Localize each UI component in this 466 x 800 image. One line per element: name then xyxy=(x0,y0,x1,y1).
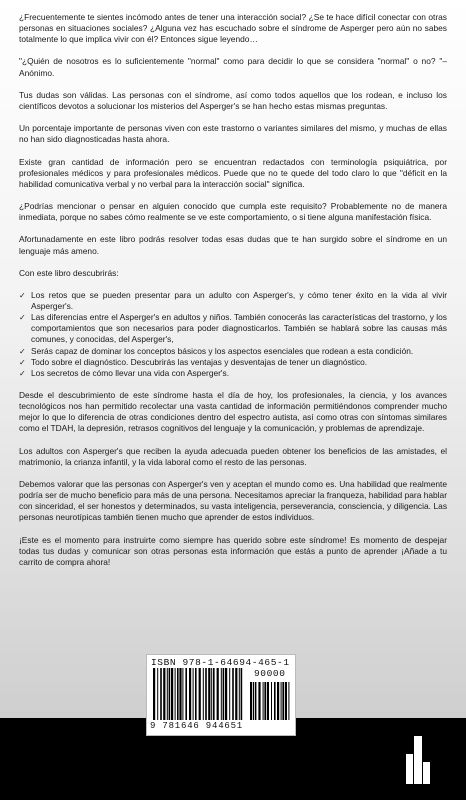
intro-paragraph-4: Existe gran cantidad de información pero se encuentran redactados con terminología psiquiátrica, por profesionales médicos y para profesionales médicos. Puede que no te quede del todo claro lo que "déficit en la habilidad comunicativa verbal y no verbal para la interacción social" significa. xyxy=(19,156,447,189)
intro-paragraph-6: Afortunadamente en este libro podrás resolver todas esas dudas que te han surgido sobre el síndrome en un lenguaje más ameno. xyxy=(19,234,447,256)
barcode-digits: 9 781646 944651 xyxy=(150,721,244,731)
outro-paragraph-3: Debemos valorar que las personas con Asperger's ven y aceptan el mundo como es. Una habilidad que realmente podría ser de mucho beneficio para más de una persona. Necesitamos apreciar la franqueza, habilidad para hablar con sinceridad, el ser honestos y determinados, su vasta inteligencia, perseverancia, consciencia, y diligencia. Las personas neurotípicas también tienen mucho que aprender de estos individuos. xyxy=(19,478,447,523)
intro-paragraph-3: Un porcentaje importante de personas viven con este trastorno o variantes similares del mismo, y muchas de ellas no han sido diagnosticadas hasta ahora. xyxy=(19,123,447,145)
barcode-addon-number: 90000 xyxy=(254,668,286,679)
outro-paragraph-4: ¡Este es el momento para instruirte como siempre has querido sobre este síndrome! Es momento de despejar todas tus dudas y comunicar son otras personas esta información que estás a punto de aprender ¡Añade a tu carrito de compra ahora! xyxy=(19,534,447,567)
list-item: ✓ Los secretos de cómo llevar una vida con Asperger's. xyxy=(31,368,447,379)
outro-paragraph-1: Desde el descubrimiento de este síndrome hasta el día de hoy, los profesionales, la ciencia, y los avances tecnológicos nos han permitido recolectar una vasta cantidad de información permitiéndonos comprender mucho mejor lo que lo diferencia de otras condiciones dentro del espectro autista, así como otras con síntomas similares como el TDAH, la depresión, retrasos cognitivos del lenguaje y la comunicación, y problemas de aprendizaje. xyxy=(19,390,447,434)
list-item: ✓ Las diferencias entre el Asperger's en adultos y niños. También conocerás las características del trastorno, y los comportamientos que son necesarios para poder diagnosticarlos. También se hablará sobre las causas más comunes, y conocidas, del Asperger's, xyxy=(31,312,447,345)
barcode-addon-bars xyxy=(250,682,290,720)
list-intro: Con este libro descubrirás: xyxy=(19,267,119,278)
intro-paragraph-5: ¿Podrías mencionar o pensar en alguien conocido que cumpla este requisito? Probablemente no de manera inmediata, porque no sabes cómo realmente se ve este comportamiento, o si tiene alguna manifestación física. xyxy=(19,201,447,223)
list-item: ✓ Los retos que se pueden presentar para un adulto con Asperger's, y cómo tener éxito en la vida al vivir Asperger's. xyxy=(31,290,447,312)
quote-paragraph: "¿Quién de nosotros es lo suficientemente "normal" como para decidir lo que se considera "normal" o no? "– Anónimo. xyxy=(19,56,447,78)
isbn-barcode xyxy=(146,654,296,736)
publisher-logo-icon xyxy=(405,734,431,786)
outro-paragraph-2: Los adultos con Asperger's que reciben la ayuda adecuada pueden obtener los beneficios de las amistades, el matrimonio, la crianza infantil, y la vida laboral como el resto de las personas. xyxy=(19,445,447,467)
list-item: ✓ Serás capaz de dominar los conceptos básicos y los aspectos esenciales que rodean a esta condición. xyxy=(31,346,447,357)
barcode-bars xyxy=(153,668,245,720)
intro-paragraph-1: ¿Frecuentemente te sientes incómodo antes de tener una interacción social? ¿Se te hace difícil conectar con otras personas en situaciones sociales? ¿Alguna vez has escuchado sobre el síndrome de Asperger pero aún no sabes totalmente lo que implica vivir con él? Entonces sigue leyendo… xyxy=(19,12,447,45)
intro-paragraph-2: Tus dudas son válidas. Las personas con el síndrome, así como todos aquellos que los rodean, e incluso los científicos devotos a solucionar los misterios del Asperger's se han hecho estas mismas preguntas. xyxy=(19,89,447,111)
isbn-number: ISBN 978-1-64694-465-1 xyxy=(151,657,290,668)
benefits-list xyxy=(19,290,447,379)
list-item: ✓ Todo sobre el diagnóstico. Descubrirás las ventajas y desventajas de tener un diagnóstico. xyxy=(31,357,447,368)
back-cover-text xyxy=(19,12,447,579)
